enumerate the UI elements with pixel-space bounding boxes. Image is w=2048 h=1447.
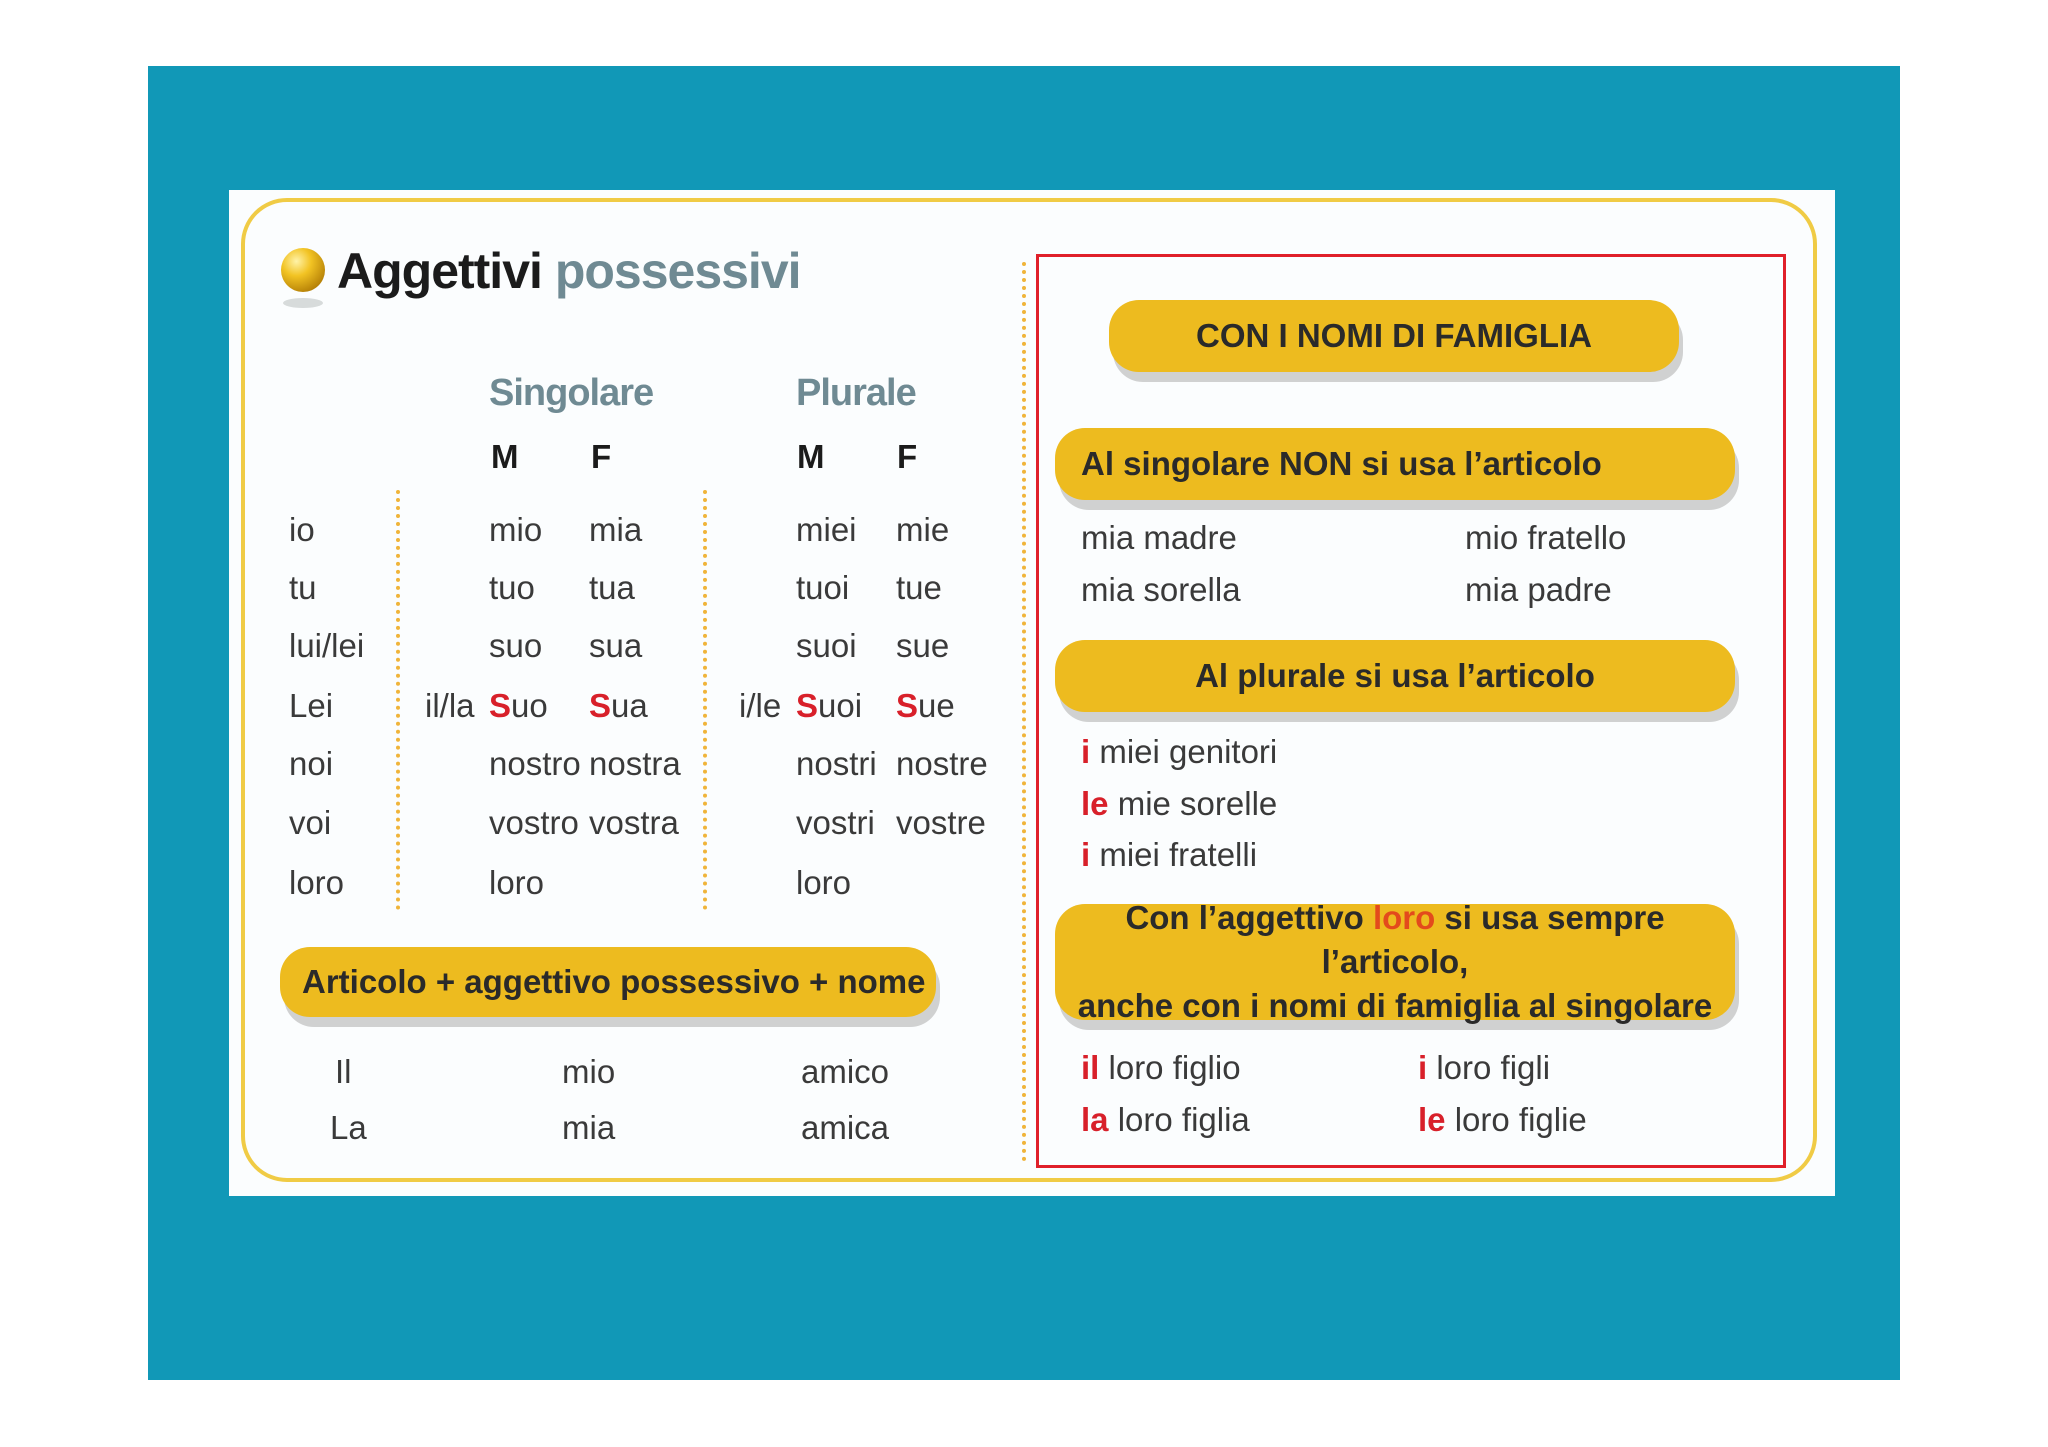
plur-m-cell: suoi (796, 627, 857, 664)
loro-example (1418, 1048, 1550, 1088)
loro-example (1081, 1100, 1250, 1140)
bullet-ball-icon (281, 248, 325, 292)
plurale-rule-pill (1055, 640, 1735, 712)
formula-art: La (330, 1109, 367, 1146)
plur-m-suffix: uoi (818, 687, 863, 724)
capital-s: S (796, 687, 819, 724)
plur-m-cell: tuoi (796, 569, 850, 606)
plur-example-article: le (1081, 785, 1109, 822)
formula-nome: amica (801, 1109, 890, 1146)
dotted-divider-1 (396, 490, 400, 910)
sing-m-cell: loro (489, 864, 545, 901)
loro-rule-line1 (1055, 896, 1735, 984)
dotted-divider-main (1022, 262, 1026, 1162)
loro-example-article: le (1418, 1101, 1446, 1138)
capital-s: S (589, 687, 612, 724)
singolare-rule-pill (1055, 428, 1735, 500)
loro-example-text: loro figlia (1108, 1101, 1250, 1138)
dotted-divider-2 (703, 490, 707, 910)
plur-f-cell: nostre (896, 745, 988, 782)
header-plur-f: F (897, 438, 918, 475)
loro-rule-text: si usa sempre l’articolo, (1321, 899, 1665, 980)
title-part1: Aggettivi (337, 243, 542, 299)
plur-f-cell: mie (896, 511, 950, 548)
header-sing-m: M (491, 438, 519, 475)
bullet-ball-shadow (283, 298, 323, 308)
loro-example-article: i (1418, 1049, 1428, 1086)
family-title-pill (1109, 300, 1679, 372)
singolare-rule-label: Al singolare NON si usa l’articolo (1081, 445, 1602, 482)
loro-rule-text: Con l’aggettivo (1125, 899, 1373, 936)
sing-f-cell: sua (589, 627, 643, 664)
plur-example-article: i (1081, 733, 1091, 770)
pronoun-loro: loro (289, 864, 345, 901)
plur-example-text: miei genitori (1090, 733, 1278, 770)
sing-f-suffix: ua (611, 687, 648, 724)
sing-m-suffix: uo (511, 687, 548, 724)
header-plurale: Plurale (796, 372, 916, 414)
plur-example-text: mie sorelle (1108, 785, 1278, 822)
loro-example-article: il (1081, 1049, 1100, 1086)
capital-s: S (489, 687, 512, 724)
formula-nome: amico (801, 1053, 890, 1090)
plur-m-cell: loro (796, 864, 852, 901)
plur-example-text: miei fratelli (1090, 836, 1258, 873)
plur-f-cell: tue (896, 569, 942, 606)
pronoun-tu: tu (289, 569, 317, 606)
formula-pill (280, 947, 936, 1017)
formula-agg: mio (562, 1053, 616, 1090)
sing-m-cell-formal (489, 686, 548, 726)
sing-m-cell: suo (489, 627, 543, 664)
pronoun-voi: voi (289, 804, 332, 841)
sing-f-cell: vostra (589, 804, 679, 841)
sing-example: mia padre (1465, 571, 1612, 608)
sing-m-cell: mio (489, 511, 543, 548)
sing-m-cell: tuo (489, 569, 535, 606)
loro-rule-pill (1055, 899, 1735, 1024)
header-sing-f: F (591, 438, 612, 475)
title-part2: possessivi (554, 243, 801, 299)
plur-example-article: i (1081, 836, 1091, 873)
article-il-la: il/la (425, 687, 475, 724)
pronoun-noi: noi (289, 745, 334, 782)
loro-rule-line2: anche con i nomi di famiglia al singolare (1077, 987, 1713, 1024)
loro-example (1418, 1100, 1587, 1140)
pronoun-io: io (289, 511, 315, 548)
formula-label: Articolo + aggettivo possessivo + nome (302, 963, 926, 1000)
sing-f-cell-formal (589, 686, 648, 726)
page-title (337, 242, 801, 300)
formula-agg: mia (562, 1109, 616, 1146)
plur-example (1081, 784, 1277, 824)
plur-m-cell: vostri (796, 804, 875, 841)
plur-f-suffix: ue (918, 687, 955, 724)
header-plur-m: M (797, 438, 825, 475)
sing-f-cell: nostra (589, 745, 681, 782)
formula-art: Il (335, 1053, 352, 1090)
sing-m-cell: vostro (489, 804, 579, 841)
plur-f-cell-formal (896, 686, 955, 726)
header-singolare: Singolare (489, 372, 654, 414)
plur-f-cell: sue (896, 627, 950, 664)
loro-example-article: la (1081, 1101, 1109, 1138)
pronoun-lei-formal: Lei (289, 687, 334, 724)
loro-example-text: loro figli (1427, 1049, 1551, 1086)
plur-m-cell: nostri (796, 745, 877, 782)
plur-f-cell: vostre (896, 804, 986, 841)
plur-example (1081, 732, 1277, 772)
family-title: CON I NOMI DI FAMIGLIA (1196, 317, 1592, 354)
loro-example (1081, 1048, 1241, 1088)
sing-example: mio fratello (1465, 519, 1627, 556)
sing-example: mia sorella (1081, 571, 1241, 608)
sing-m-cell: nostro (489, 745, 581, 782)
plur-m-cell: miei (796, 511, 857, 548)
plur-m-cell-formal (796, 686, 862, 726)
loro-word: loro (1372, 899, 1436, 936)
loro-example-text: loro figlio (1099, 1049, 1241, 1086)
plur-example (1081, 835, 1257, 875)
capital-s: S (896, 687, 919, 724)
pronoun-lui-lei: lui/lei (289, 627, 365, 664)
sing-example: mia madre (1081, 519, 1237, 556)
sing-f-cell: mia (589, 511, 643, 548)
article-i-le: i/le (739, 687, 782, 724)
sing-f-cell: tua (589, 569, 635, 606)
plurale-rule-label: Al plurale si usa l’articolo (1195, 657, 1595, 694)
grammar-card (229, 190, 1835, 1196)
loro-example-text: loro figlie (1445, 1101, 1587, 1138)
